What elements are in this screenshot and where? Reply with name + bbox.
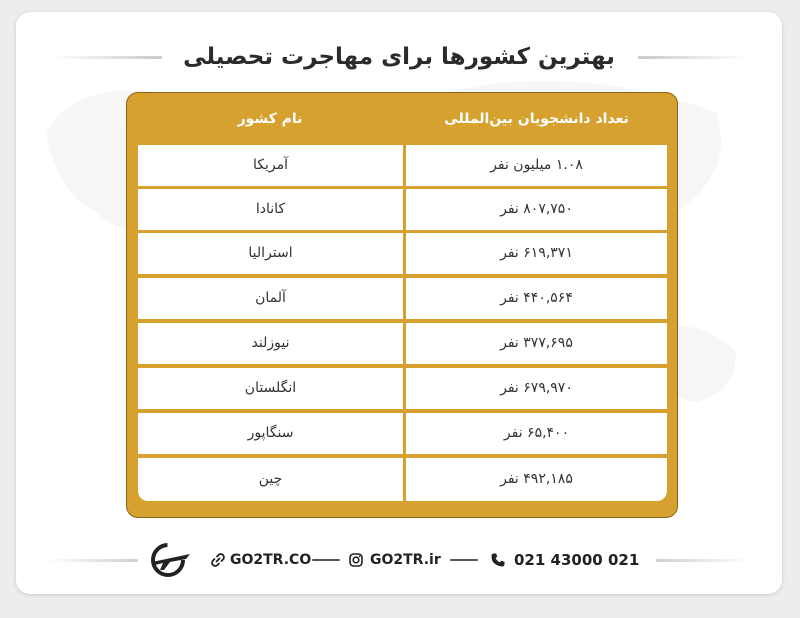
header-country: نام کشور xyxy=(237,111,303,127)
footer-separator xyxy=(450,559,478,561)
table-body xyxy=(138,145,667,501)
website-link[interactable]: GO2TR.CO xyxy=(230,552,312,568)
countries-table xyxy=(126,92,678,518)
infographic-card xyxy=(16,12,782,594)
count-cell: ۱.۰۸ میلیون نفر xyxy=(406,145,667,186)
header-student-count: تعداد دانشجویان بین‌المللی xyxy=(444,111,629,127)
plane-logo-icon xyxy=(146,540,194,580)
title-divider-right xyxy=(638,56,748,59)
country-cell: آلمان xyxy=(138,278,403,319)
country-cell: سنگاپور xyxy=(138,413,403,454)
country-cell: نیوزلند xyxy=(138,323,403,364)
count-cell: ۳۷۷,۶۹۵ نفر xyxy=(406,323,667,364)
count-cell: ۶۵,۴۰۰ نفر xyxy=(406,413,667,454)
table-row xyxy=(138,323,667,364)
title-row xyxy=(16,36,782,78)
instagram-link[interactable]: GO2TR.ir xyxy=(370,552,441,568)
country-cell: کانادا xyxy=(138,189,403,230)
country-cell: آمریکا xyxy=(138,145,403,186)
phone-number[interactable]: 021 43000 021 xyxy=(514,551,640,569)
footer-separator xyxy=(312,559,340,561)
count-cell: ۸۰۷,۷۵۰ نفر xyxy=(406,189,667,230)
link-icon xyxy=(210,552,226,568)
count-cell: ۴۹۲,۱۸۵ نفر xyxy=(406,458,667,501)
table-row xyxy=(138,145,667,186)
page-title: بهترین کشورها برای مهاجرت تحصیلی xyxy=(183,44,615,70)
title-divider-left xyxy=(52,56,162,59)
country-cell: انگلستان xyxy=(138,368,403,409)
count-cell: ۶۱۹,۳۷۱ نفر xyxy=(406,233,667,274)
count-cell: ۶۷۹,۹۷۰ نفر xyxy=(406,368,667,409)
footer-fade-right xyxy=(656,559,752,562)
table-row xyxy=(138,233,667,274)
count-cell: ۴۴۰,۵۶۴ نفر xyxy=(406,278,667,319)
table-row xyxy=(138,189,667,230)
footer-fade-left xyxy=(46,559,138,562)
country-cell: استرالیا xyxy=(138,233,403,274)
table-row xyxy=(138,458,667,501)
table-row xyxy=(138,278,667,319)
instagram-icon xyxy=(348,552,364,568)
country-cell: چین xyxy=(138,458,403,501)
table-row xyxy=(138,413,667,454)
footer xyxy=(16,540,782,580)
phone-icon xyxy=(490,552,506,568)
table-row xyxy=(138,368,667,409)
